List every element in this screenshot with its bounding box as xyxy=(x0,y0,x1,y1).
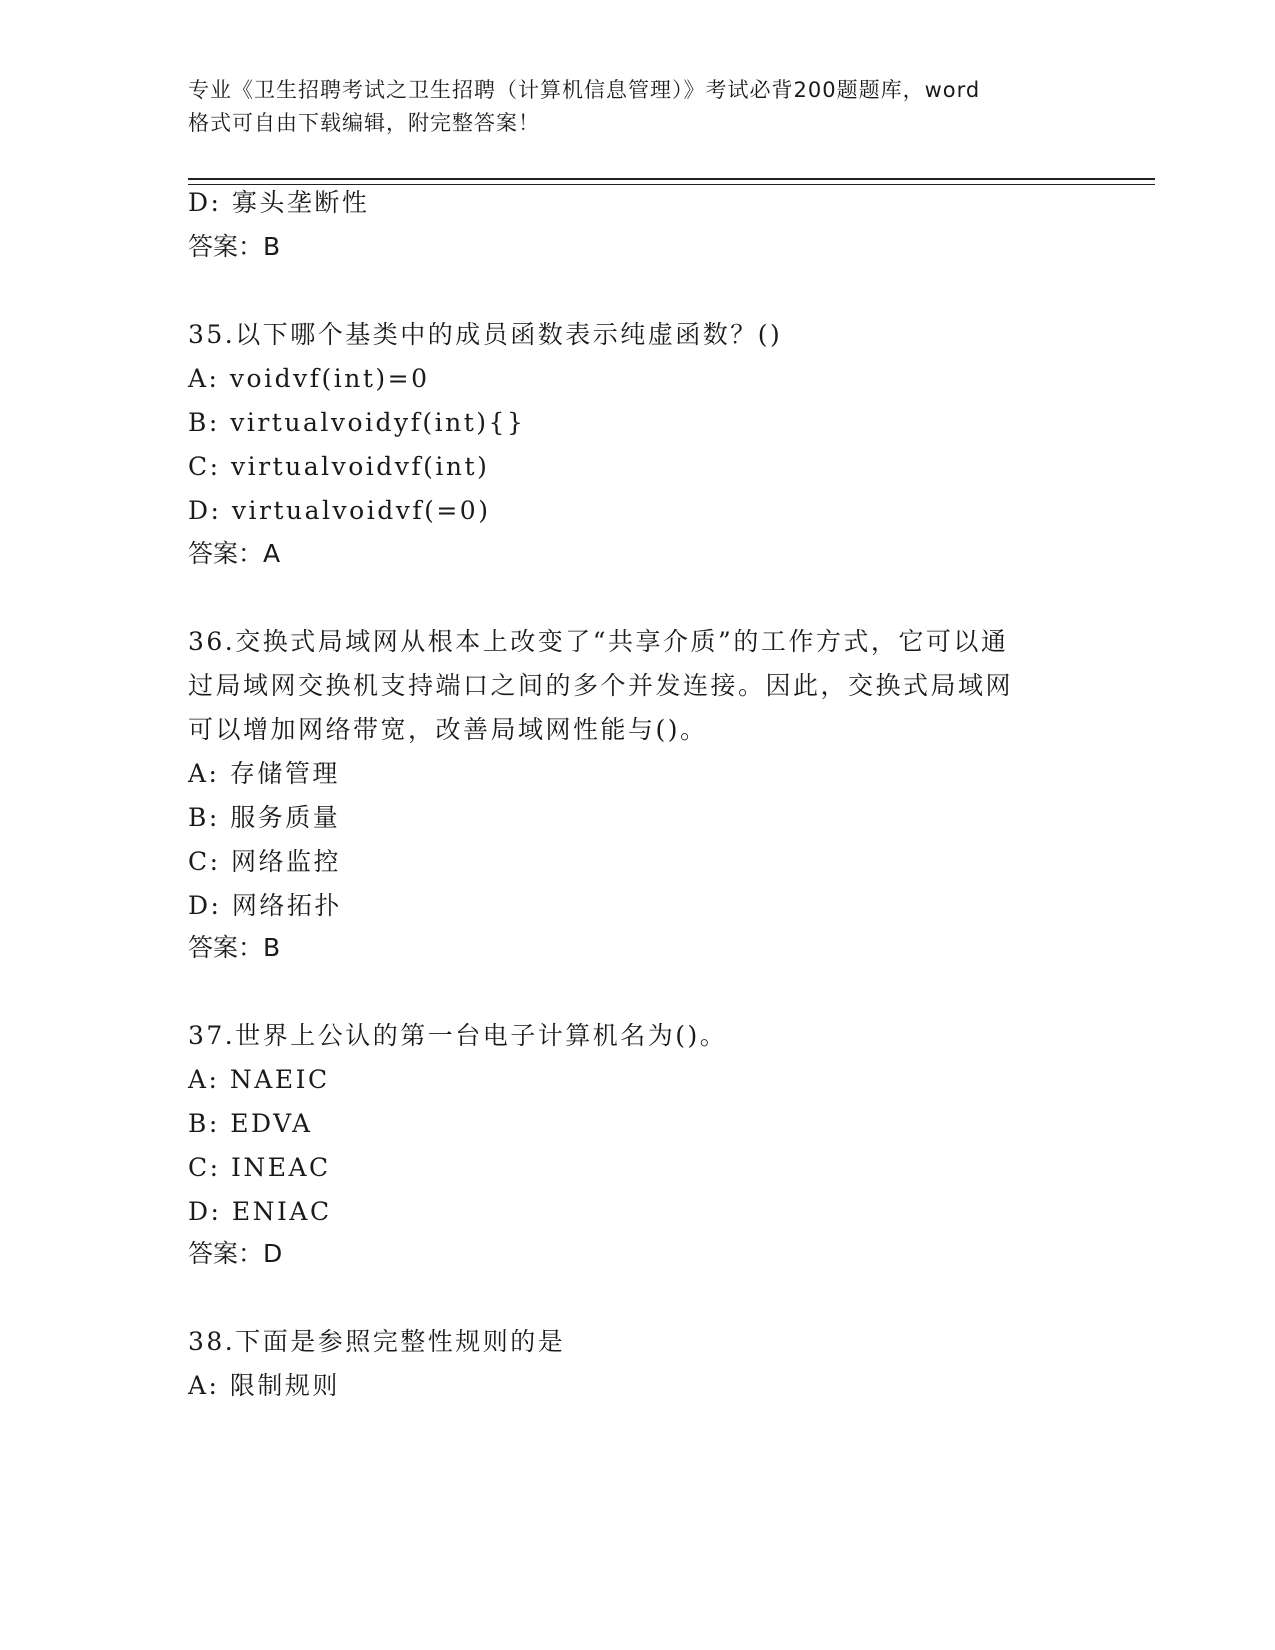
question-text: 38.下面是参照完整性规则的是 xyxy=(188,1327,566,1356)
option-c: C: INEAC xyxy=(188,1153,331,1182)
answer: 答案：B xyxy=(188,933,281,962)
answer: 答案：D xyxy=(188,1239,283,1268)
header-line-1: 专业《卫生招聘考试之卫生招聘（计算机信息管理）》考试必背200题题库，word xyxy=(188,78,981,102)
answer: 答案：B xyxy=(188,232,281,261)
header-line-2: 格式可自由下载编辑，附完整答案！ xyxy=(188,111,540,135)
question-text-line-1: 36.交换式局域网从根本上改变了“共享介质”的工作方式，它可以通 xyxy=(188,627,1009,656)
option-a: A: voidvf(int)=0 xyxy=(188,364,430,393)
question-text: 37.世界上公认的第一台电子计算机名为()。 xyxy=(188,1021,728,1050)
question-text-line-2: 过局域网交换机支持端口之间的多个并发连接。因此，交换式局域网 xyxy=(188,671,1014,700)
option-c: C: virtualvoidvf(int) xyxy=(188,452,490,481)
option-b: B: virtualvoidyf(int){} xyxy=(188,408,526,437)
option-a: A: 存储管理 xyxy=(188,759,340,788)
header-title xyxy=(188,74,1088,140)
option-b: B: 服务质量 xyxy=(188,803,341,832)
answer: 答案：A xyxy=(188,539,281,568)
option-d: D: 寡头垄断性 xyxy=(188,188,370,217)
question-text: 35.以下哪个基类中的成员函数表示纯虚函数？() xyxy=(188,320,783,349)
question-text-line-3: 可以增加网络带宽，改善局域网性能与()。 xyxy=(188,715,708,744)
header-divider-thick xyxy=(188,178,1155,180)
option-a: A: 限制规则 xyxy=(188,1371,340,1400)
option-b: B: EDVA xyxy=(188,1109,313,1138)
option-d: D: 网络拓扑 xyxy=(188,891,342,920)
option-d: D: ENIAC xyxy=(188,1197,332,1226)
header-divider-thin xyxy=(188,184,1155,185)
option-a: A: NAEIC xyxy=(188,1065,330,1094)
option-d: D: virtualvoidvf(=0) xyxy=(188,496,491,525)
option-c: C: 网络监控 xyxy=(188,847,341,876)
